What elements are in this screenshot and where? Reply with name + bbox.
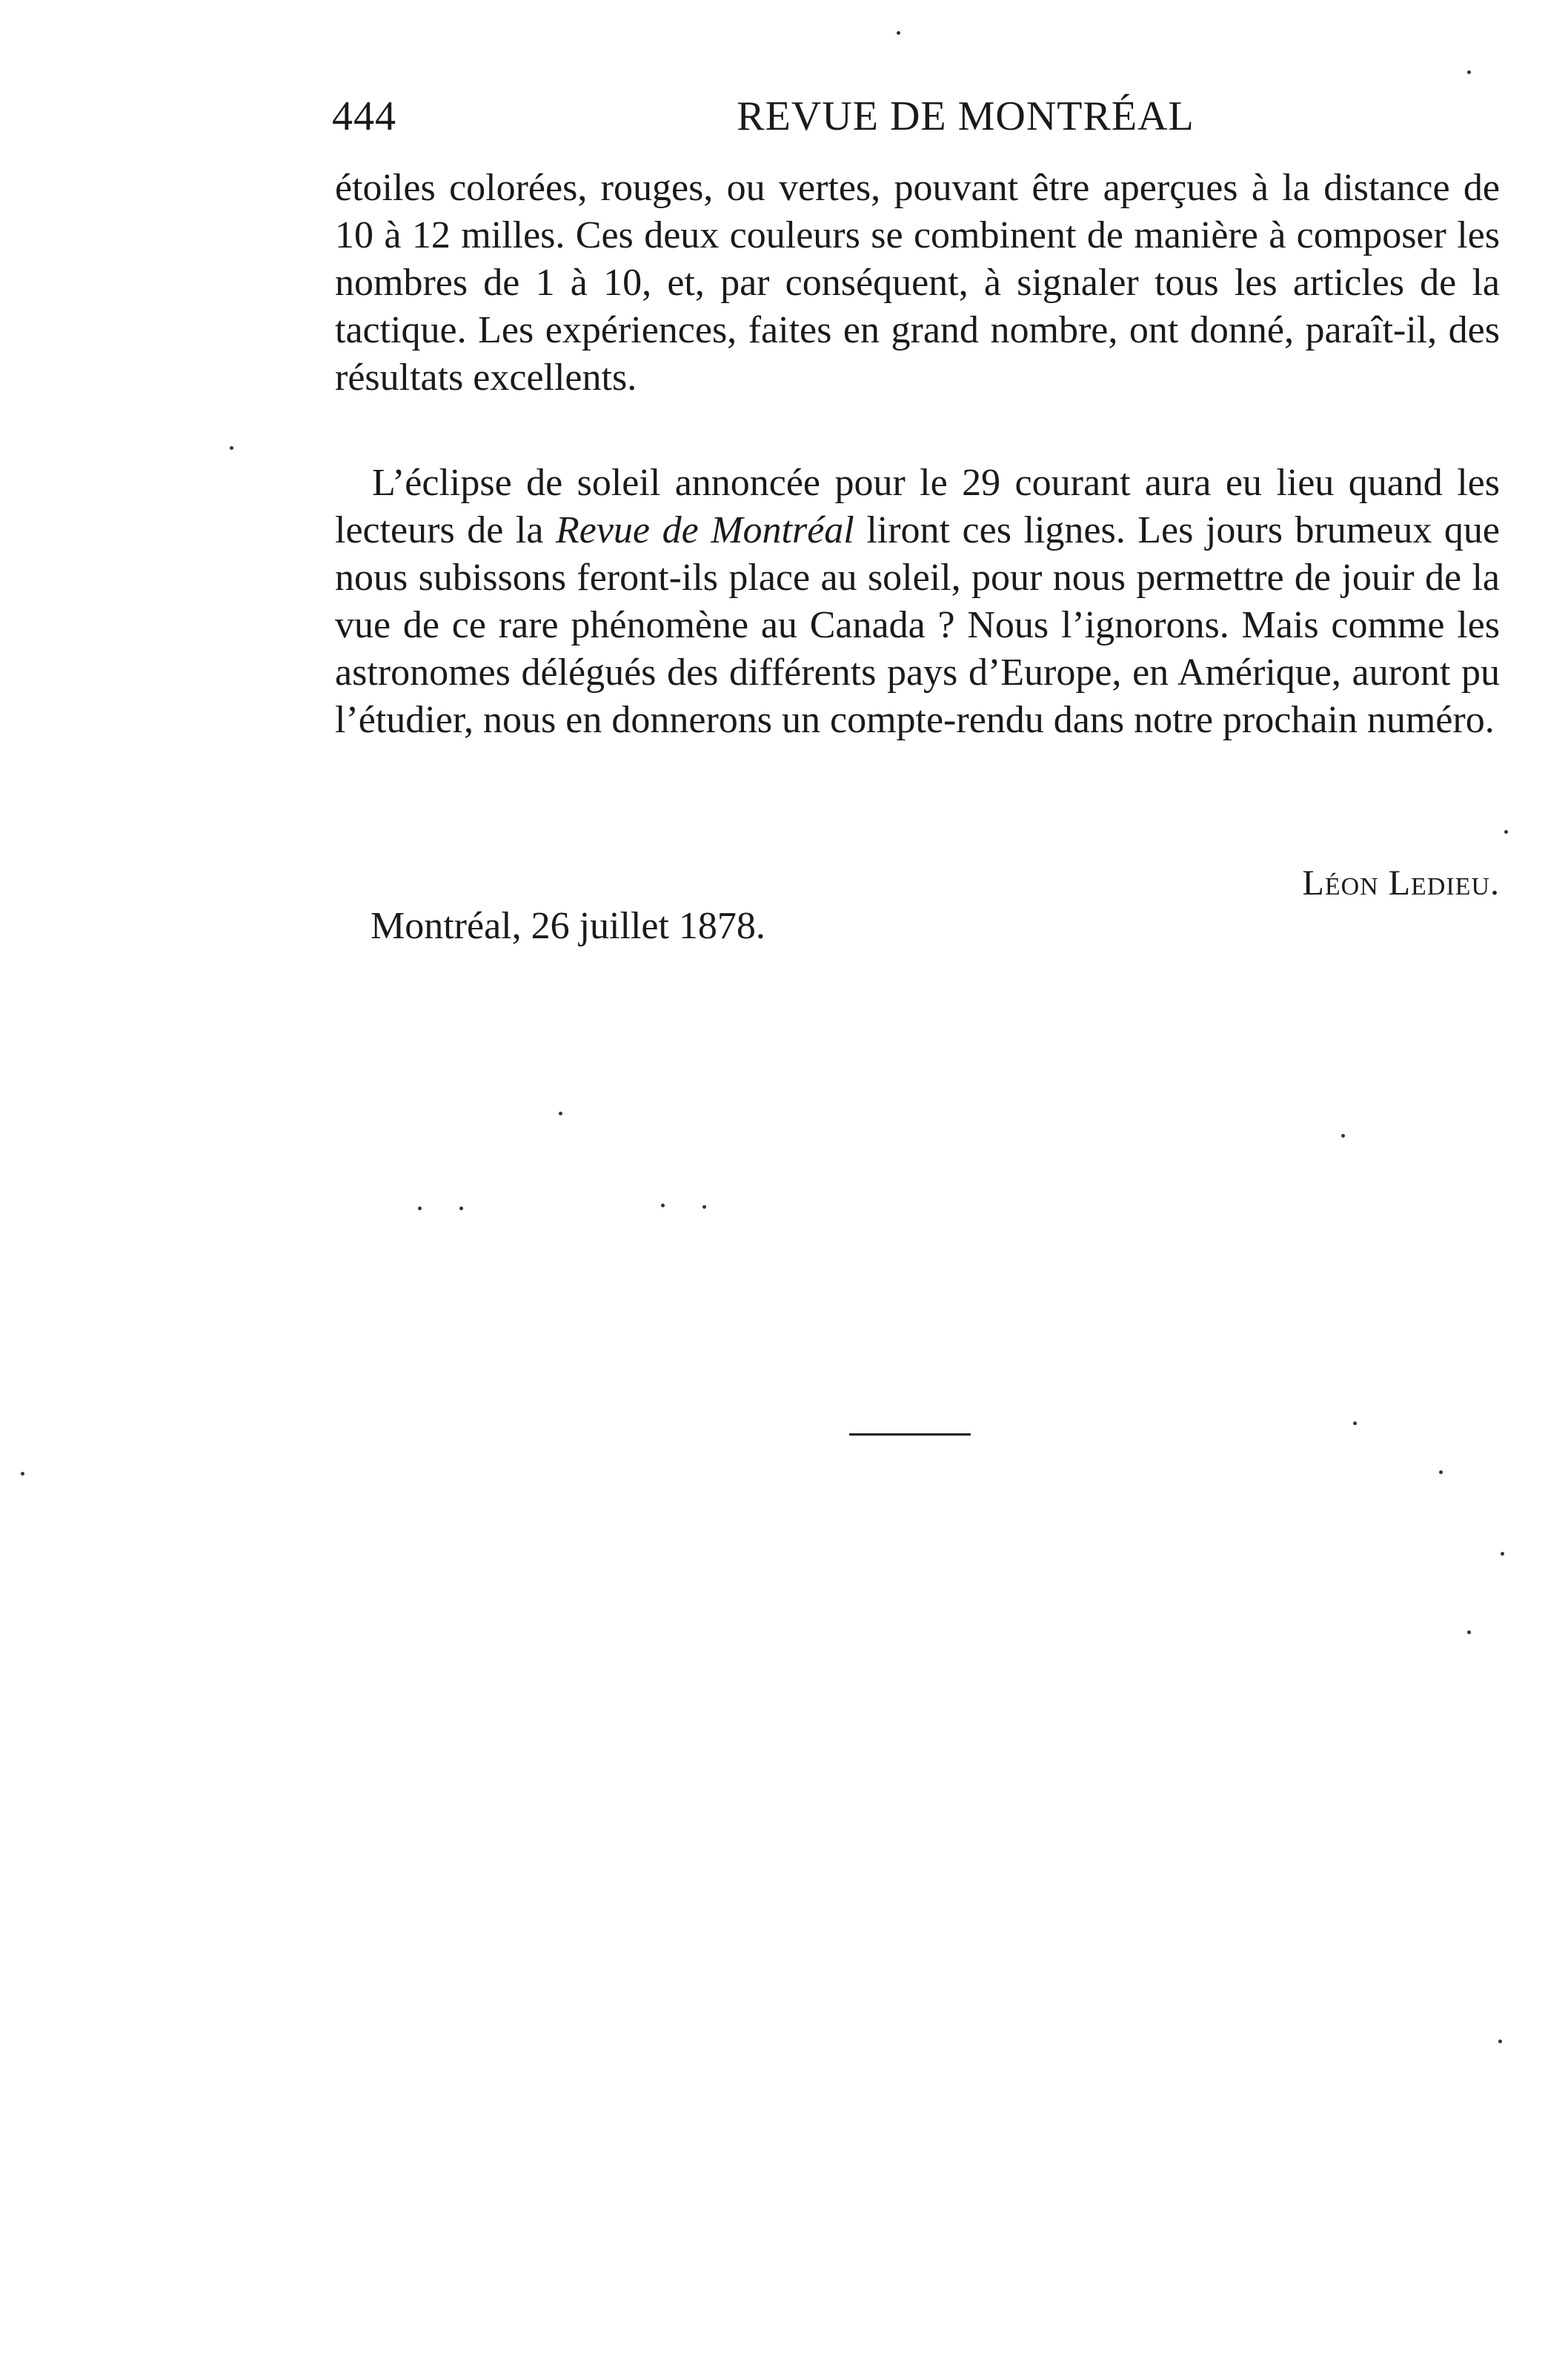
scan-speck bbox=[1498, 2040, 1502, 2043]
section-divider bbox=[849, 1433, 971, 1436]
scan-speck bbox=[1467, 70, 1471, 74]
scan-speck bbox=[1467, 1630, 1471, 1634]
paragraph-eclipse-text-end: liront ces lignes. Les jours brumeux que nous subissons feront-ils place au soleil, pour nous permettre de jouir de la vue de ce rare phénomène au Canada ? Nous l’ignorons. Mais comme les astronomes délégués des différents pays d’Europe, en Amérique, auront pu l’étudier, nous en donnerons un compte-rendu dans notre prochain numéro. bbox=[335, 509, 1500, 741]
scan-speck bbox=[1353, 1421, 1357, 1425]
journal-reference: Revue de Montréal bbox=[556, 509, 854, 551]
paragraph-eclipse-text-start: L’éclipse de soleil annoncée pour le 29 courant aura eu lieu quand les lecteurs de la bbox=[335, 462, 1500, 551]
scan-speck bbox=[559, 1112, 562, 1115]
scan-speck bbox=[1341, 1134, 1345, 1138]
scan-speck bbox=[661, 1204, 665, 1207]
running-head bbox=[332, 83, 1503, 150]
scan-speck bbox=[897, 31, 900, 35]
dateline: Montréal, 26 juillet 1878. bbox=[371, 905, 765, 947]
scan-speck bbox=[1501, 1552, 1504, 1556]
paragraph-signals: étoiles colorées, rouges, ou vertes, pouvant être aperçues à la distance de 10 à 12 milles. Ces deux couleurs se combinent de manière à composer les nombres de 1 à 10, et, par conséquent, à signaler tous les articles de la tactique. Les expériences, faites en grand nombre, ont donné, paraît-il, des résultats excellents. bbox=[335, 167, 1500, 399]
scan-speck bbox=[1439, 1470, 1443, 1474]
journal-title: REVUE DE MONTRÉAL bbox=[737, 93, 1195, 139]
scan-speck bbox=[418, 1207, 422, 1210]
scan-speck bbox=[459, 1207, 463, 1210]
scan-speck bbox=[230, 446, 233, 450]
scan-speck bbox=[1504, 830, 1508, 834]
page-number: 444 bbox=[332, 93, 396, 139]
author-signature: Léon Ledieu. bbox=[1302, 863, 1500, 903]
scan-speck bbox=[702, 1205, 706, 1209]
paragraph-eclipse bbox=[335, 459, 1500, 744]
scan-speck bbox=[21, 1472, 24, 1476]
